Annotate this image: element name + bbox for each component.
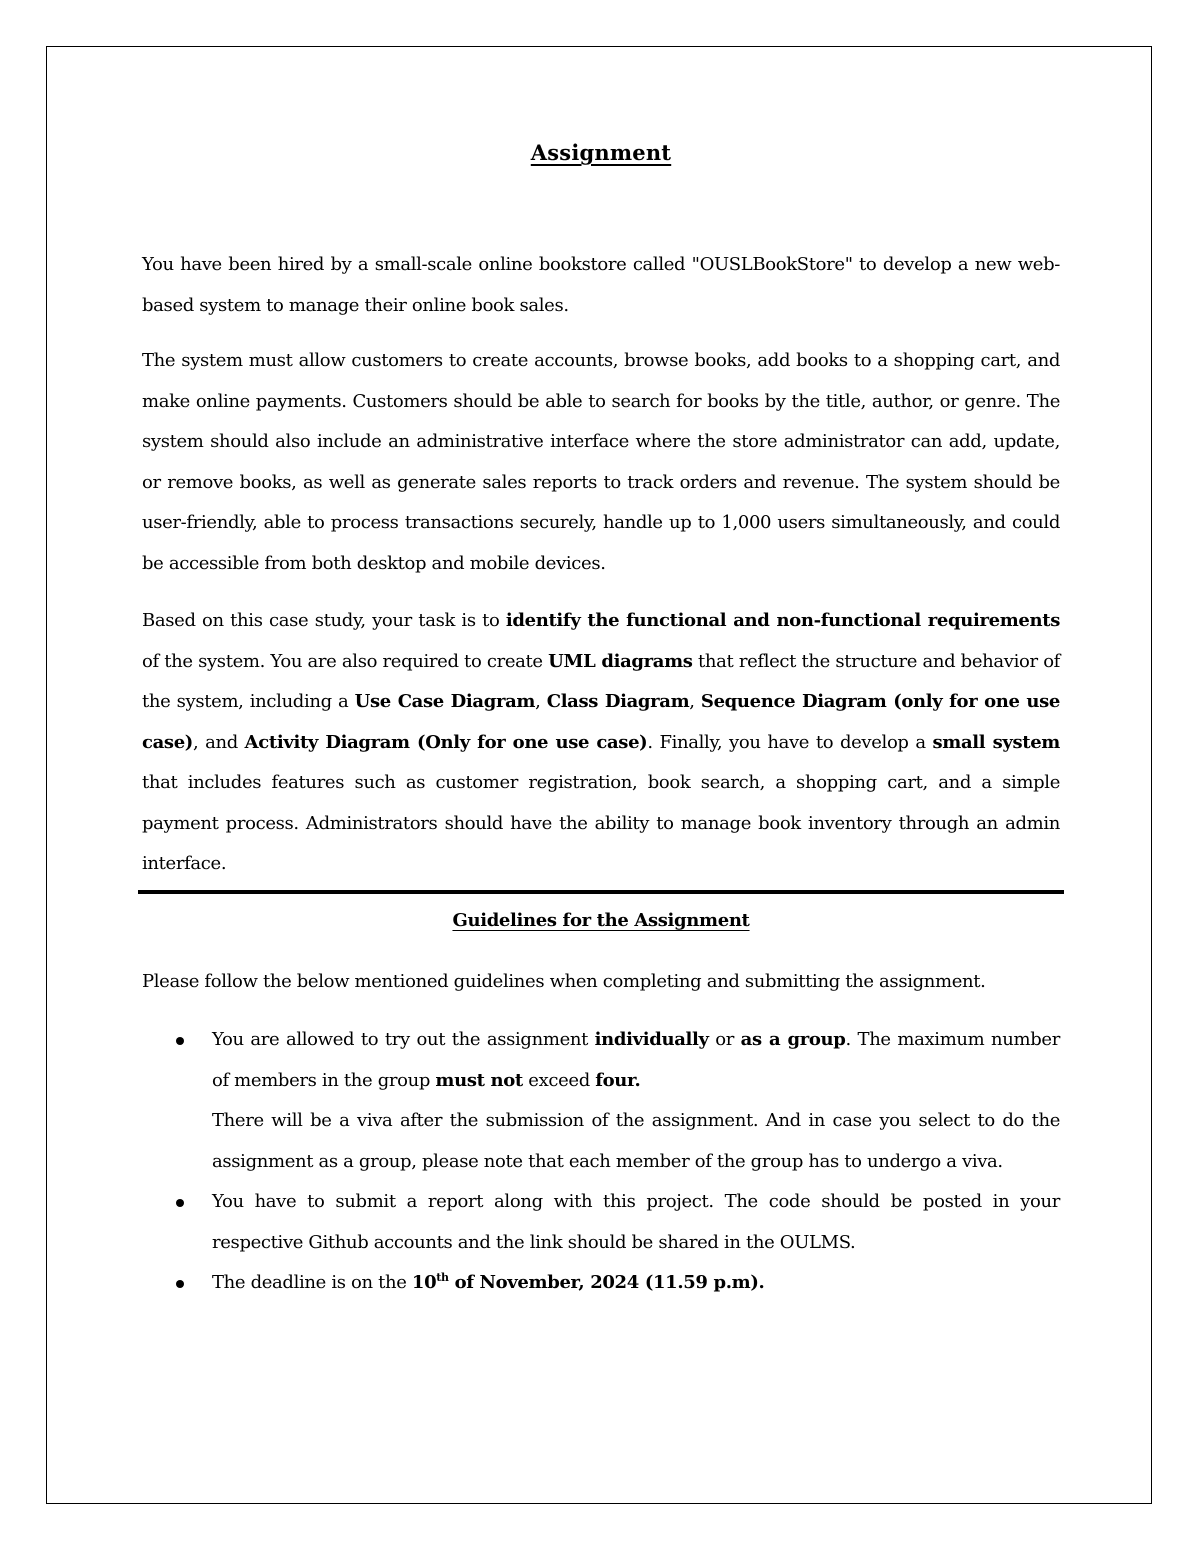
guidelines-list <box>142 1020 1060 1304</box>
task-bold-requirements: identify the functional and non-functional requirements <box>505 610 1060 631</box>
bullet-icon <box>176 1199 184 1207</box>
requirements-paragraph: The system must allow customers to create accounts, browse books, add books to a shopping cart, and make online payments. Customers should be able to search for books by the title, author, or genre. The system should also include an administrative interface where the store administrator can add, update, or remove books, as well as generate sales reports to track orders and revenue. The system should be user-friendly, able to process transactions securely, handle up to 1,000 users simultaneously, and could be accessible from both desktop and mobile devices. <box>142 350 1060 574</box>
task-bold-uml: UML diagrams <box>548 650 693 672</box>
guideline-viva-text: There will be a viva after the submission of the assignment. And in case you select to do the assignment as a group, please note that each member of the group has to undergo a viva. <box>212 1110 1060 1172</box>
task-bold-small-system: small system <box>932 731 1061 753</box>
guideline-bold-individually: individually <box>594 1029 709 1050</box>
task-bold-use-case: Use Case Diagram <box>354 691 536 712</box>
guideline-text <box>212 1020 1060 1101</box>
guideline-bold-must-not: must not <box>435 1069 523 1091</box>
guideline-deadline-text <box>212 1263 1060 1304</box>
task-text: of the system. You are also required to create <box>142 650 549 672</box>
guidelines-intro: Please follow the below mentioned guidelines when completing and submitting the assignment. <box>142 971 986 992</box>
deadline-day: 10 <box>411 1272 437 1293</box>
guideline-report-text: You have to submit a report along with this project. The code should be posted in your respective Github accounts and the link should be shared in the OULMS. <box>212 1191 1060 1253</box>
section-divider <box>138 890 1064 894</box>
task-text: Based on this case study, your task is to <box>142 610 506 631</box>
guideline-bold-four: four. <box>595 1069 641 1091</box>
guidelines-title: Guidelines for the Assignment <box>452 910 750 931</box>
bullet-icon <box>176 1037 184 1045</box>
task-text: , <box>689 691 701 712</box>
task-text: that includes features such as customer registration, book search, a shopping cart, and a simple payment process. Administrators should have the ability to manage book inventory through an admin interface. <box>142 772 1060 874</box>
document-title: Assignment <box>530 140 672 165</box>
guideline-text-part: exceed <box>522 1069 596 1091</box>
guideline-bold-group: as a group <box>740 1029 846 1050</box>
task-bold-sequence: Sequence Diagram (only for one use case) <box>142 691 1061 753</box>
guideline-item-deadline <box>142 1263 1060 1304</box>
task-text: . Finally, you have to develop a <box>647 731 933 753</box>
guideline-text-part: . The maximum number of members in the group <box>212 1029 1060 1091</box>
guideline-text-part: or <box>708 1029 741 1050</box>
task-text: , <box>535 691 547 712</box>
guideline-item-report <box>142 1182 1060 1263</box>
task-paragraph <box>142 601 1060 885</box>
deadline-date: of November, 2024 (11.59 p.m). <box>448 1272 765 1293</box>
intro-paragraph: You have been hired by a small-scale online bookstore called "OUSLBookStore" to develop a new web-based system to manage their online book sales. <box>142 254 1060 316</box>
task-bold-activity: Activity Diagram (Only for one use case) <box>244 731 648 753</box>
task-text: that reflect the structure and behavior of the system, including a <box>142 650 1060 712</box>
task-bold-class: Class Diagram <box>546 691 690 712</box>
deadline-text: The deadline is on the <box>212 1272 412 1293</box>
guideline-item-group <box>142 1020 1060 1182</box>
task-text: , and <box>192 731 245 753</box>
deadline-day-suffix: th <box>436 1271 449 1284</box>
bullet-icon <box>176 1280 184 1288</box>
guideline-text-part: You are allowed to try out the assignment <box>212 1029 595 1050</box>
